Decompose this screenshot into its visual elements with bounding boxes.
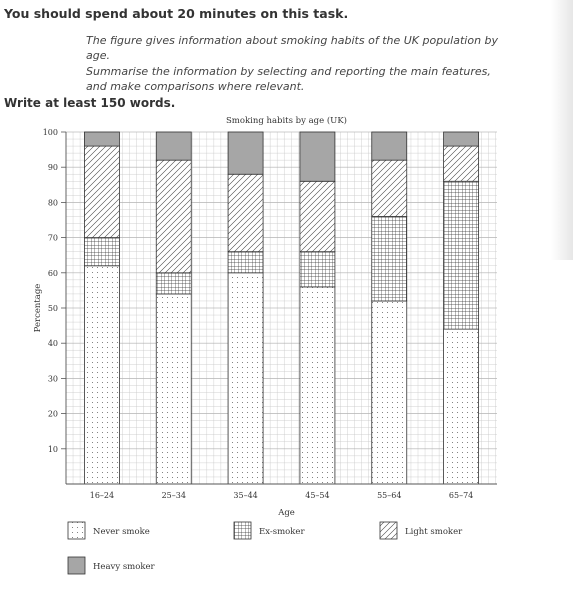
bar-segment bbox=[300, 287, 335, 484]
bar-segment bbox=[372, 301, 407, 484]
y-tick-label: 30 bbox=[47, 374, 58, 384]
legend-label: Heavy smoker bbox=[93, 562, 155, 572]
bar-segment bbox=[300, 181, 335, 251]
legend-swatch bbox=[380, 522, 397, 539]
x-tick-label: 16–24 bbox=[89, 491, 115, 500]
bar-segment bbox=[156, 160, 191, 273]
x-tick-label: 45–54 bbox=[305, 491, 330, 500]
x-tick-label: 35–44 bbox=[233, 491, 258, 500]
bar-segment bbox=[156, 132, 191, 160]
legend-label: Ex-smoker bbox=[259, 527, 305, 537]
bar-segment bbox=[444, 329, 479, 484]
legend-swatch bbox=[68, 522, 85, 539]
bar-segment bbox=[300, 252, 335, 287]
y-tick-label: 10 bbox=[47, 444, 58, 454]
scan-edge-shadow bbox=[551, 0, 573, 260]
x-tick-label: 55–64 bbox=[377, 491, 402, 500]
bar-segment bbox=[372, 132, 407, 160]
y-tick-label: 90 bbox=[47, 163, 58, 173]
bar-segment bbox=[84, 132, 119, 146]
bar-segment bbox=[84, 146, 119, 238]
legend-swatch bbox=[68, 557, 85, 574]
y-axis-label: Percentage bbox=[33, 283, 43, 333]
word-requirement: Write at least 150 words. bbox=[4, 96, 176, 110]
bar-segment bbox=[156, 273, 191, 294]
bar-segment bbox=[84, 238, 119, 266]
legend-label: Light smoker bbox=[405, 527, 463, 537]
y-tick-label: 80 bbox=[47, 198, 58, 208]
y-tick-label: 70 bbox=[47, 233, 58, 243]
bar-segment bbox=[300, 132, 335, 181]
bar-segment bbox=[444, 146, 479, 181]
y-tick-label: 40 bbox=[47, 339, 58, 349]
y-tick-label: 20 bbox=[47, 409, 58, 419]
legend-swatch bbox=[234, 522, 251, 539]
y-tick-label: 60 bbox=[47, 268, 58, 278]
task-heading: You should spend about 20 minutes on this task. bbox=[4, 6, 349, 21]
bar-segment bbox=[84, 266, 119, 484]
bar-segment bbox=[372, 216, 407, 300]
bar-segment bbox=[228, 132, 263, 174]
task-prompt-line-1: The figure gives information about smoking habits of the UK population by age. bbox=[86, 34, 499, 62]
gridlines bbox=[66, 132, 497, 484]
x-tick-label: 65–74 bbox=[448, 491, 474, 500]
x-axis-label: Age bbox=[278, 508, 295, 518]
bar-segment bbox=[372, 160, 407, 216]
bar-segment bbox=[444, 181, 479, 329]
legend-label: Never smoke bbox=[93, 527, 150, 537]
bar-segment bbox=[228, 174, 263, 251]
y-tick-label: 50 bbox=[47, 304, 58, 313]
task-prompt-line-2: Summarise the information by selecting and reporting the main features, and make comparisons where relevant. bbox=[86, 65, 491, 93]
bar-segment bbox=[228, 252, 263, 273]
legend bbox=[68, 522, 463, 574]
chart-title: Smoking habits by age (UK) bbox=[225, 116, 347, 126]
bar-segment bbox=[156, 294, 191, 484]
y-tick-label: 100 bbox=[42, 128, 58, 137]
bar-segment bbox=[444, 132, 479, 146]
x-tick-label: 25–34 bbox=[161, 491, 186, 500]
bar-segment bbox=[228, 273, 263, 484]
